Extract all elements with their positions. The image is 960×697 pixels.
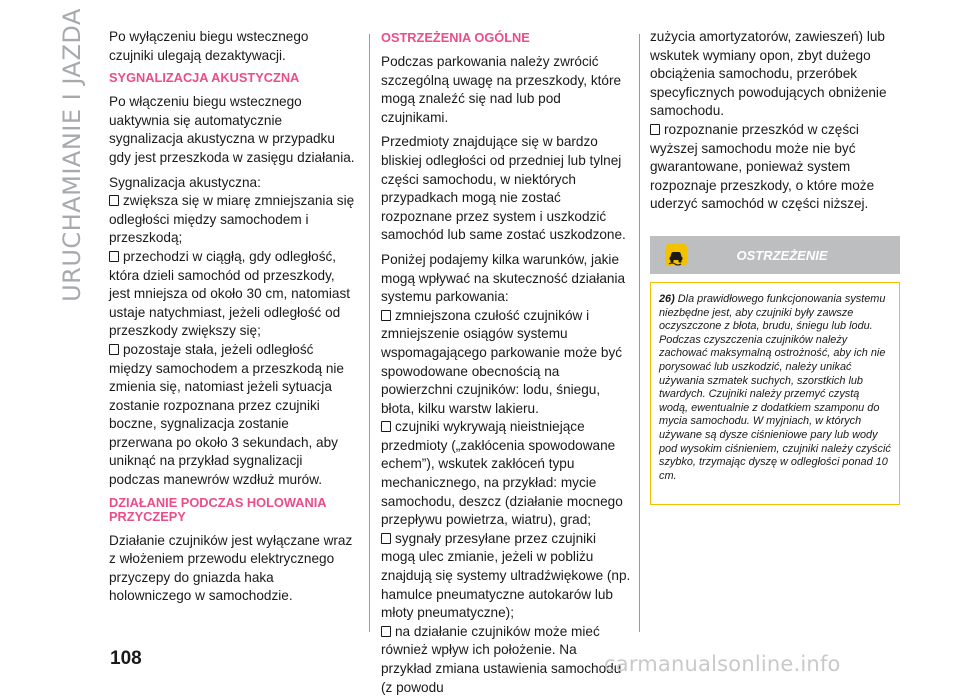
heading-trailer-towing: DZIAŁANIE PODCZAS HOLOWANIA PRZYCZEPY [109, 494, 327, 524]
list-item-text: zmniejszona czułość czujników i zmniejszenie osiągów systemu wspomagającego parkowanie może być spowodowane obecnością na powierzchni czujników: lodu, śniegu, błota, kilku warstw lakieru. [381, 307, 623, 416]
checkbox-bullet-icon [381, 421, 391, 432]
checkbox-bullet-icon [381, 533, 391, 544]
column-divider [639, 34, 640, 632]
paragraph: Po wyłączeniu biegu wstecznego czujniki ulegają dezaktywacji. [109, 29, 309, 63]
column-right [650, 28, 900, 214]
list-item-text: zwiększa się w miarę zmniejszania się odległości między samochodem i przeszkodą; [109, 193, 355, 246]
list-item [381, 418, 631, 530]
paragraph: Podczas parkowania należy zwrócić szczególną uwagę na przeszkody, które mogą znaleźć się nad lub pod czujnikami. [381, 54, 622, 125]
list-item [650, 121, 900, 214]
list-item [109, 341, 356, 490]
checkbox-bullet-icon [381, 310, 391, 321]
paragraph: Po włączeniu biegu wstecznego uaktywnia się automatycznie sygnalizacja akustyczna w przypadku gdy jest przeszkoda w zasięgu działania. [109, 94, 355, 165]
checkbox-bullet-icon [109, 195, 119, 206]
warning-number: 26) [659, 293, 675, 305]
list-item-text: przechodzi w ciągłą, gdy odległość, która dzieli samochód od przeszkody, jest mniejsza od około 30 cm, natomiast ustaje natychmiast, jeżeli odległość od przeszkody zwiększy się; [109, 248, 351, 339]
list-item [109, 192, 356, 248]
warning-box [650, 282, 900, 505]
list-item-text: sygnały przesyłane przez czujniki mogą ulec zmianie, jeżeli w pobliżu znajdują się systemy ultradźwiękowe (np. hamulce pneumatyczne autokarów lub młoty pneumatyczne); [381, 530, 631, 621]
car-skid-warning-icon [664, 243, 688, 267]
paragraph: Działanie czujników jest wyłączane wraz z włożeniem przewodu elektrycznego przyczepy do gniazda haka holowniczego w samochodzie. [109, 532, 353, 604]
list-item-text: na działanie czujników może mieć również wpływ ich położenie. Na przykład zmiana ustawienia samochodu (z powodu [381, 623, 622, 695]
list-item [381, 623, 631, 697]
column-divider [369, 34, 370, 632]
column-middle [381, 28, 631, 697]
warning-title: OSTRZEŻENIE [736, 247, 828, 263]
list-item-text: pozostaje stała, jeżeli odległość między samochodem a przeszkodą nie zmienia się, natomiast jeżeli sytuacja zostanie rozpoznana przez czujniki boczne, sygnalizacja zostanie przerwana po około 3 sekundach, aby uniknąć na przykład sygnalizacji podczas manewrów wzdłuż murów. [109, 341, 344, 488]
paragraph: Przedmioty znajdujące się w bardzo bliskiej odległości od przedniej lub tylnej części samochodu, w niektórych przypadkach mogą nie zostać rozpoznane przez system i uszkodzić samochód lub same zostać uszkodzone. [381, 134, 626, 243]
list-item-text: rozpoznanie przeszkód w części wyższej samochodu może nie być gwarantowane, ponieważ system rozpoznaje przeszkody, o które może uderzyć samochód w części niższej. [650, 121, 875, 212]
checkbox-bullet-icon [381, 626, 391, 637]
column-left [109, 28, 356, 612]
section-side-tab [52, 8, 92, 302]
list-item-text: czujniki wykrywają nieistniejące przedmioty („zakłócenia spowodowane echem”), wskutek zakłóceń typu mechanicznego, na przykład: mycie samochodu, deszcz (działanie mocnego przepływu powietrza, wiatru), grad; [381, 419, 623, 528]
paragraph: Sygnalizacja akustyczna: [109, 174, 261, 190]
warning-text: Dla prawidłowego funkcjonowania systemu niezbędne jest, aby czujniki były zawsze oczyszczone z błota, brudu, śniegu lub lodu. Podczas czyszczenia czujników należy zachować maksymalną ostrożność, aby ich nie porysować lub uszkodzić, należy unikać używania szmatek suchych, szorstkich lub twardych. Czujniki należy przemyć czystą wodą, ewentualnie z dodatkiem szamponu do mycia samochodu. W myjniach, w których używane są dysze ciśnieniowe pary lub wody pod wysokim ciśnieniem, czujniki należy czyścić szybko, trzymając dyszę w odległości ponad 10 cm. [659, 293, 891, 482]
checkbox-bullet-icon [109, 251, 119, 262]
heading-acoustic-signal: SYGNALIZACJA AKUSTYCZNA [109, 70, 300, 86]
watermark: carmanualsonline.info [604, 652, 841, 676]
heading-general-warnings: OSTRZEŻENIA OGÓLNE [381, 30, 530, 45]
paragraph: Poniżej podajemy kilka warunków, jakie mogą wpływać na skuteczność działania systemu parkowania: [381, 251, 626, 305]
page-number: 108 [110, 648, 142, 669]
checkbox-bullet-icon [650, 124, 660, 135]
list-item [381, 307, 631, 419]
warning-header [650, 236, 900, 274]
section-title: URUCHAMIANIE I JAZDA [58, 8, 86, 302]
list-item [381, 530, 631, 623]
checkbox-bullet-icon [109, 344, 119, 355]
paragraph: zużycia amortyzatorów, zawieszeń) lub wskutek wymiany opon, zbyt dużego obciążenia samochodu, przeróbek specyficznych powodujących obniżenie samochodu. [650, 29, 887, 119]
list-item [109, 248, 356, 341]
